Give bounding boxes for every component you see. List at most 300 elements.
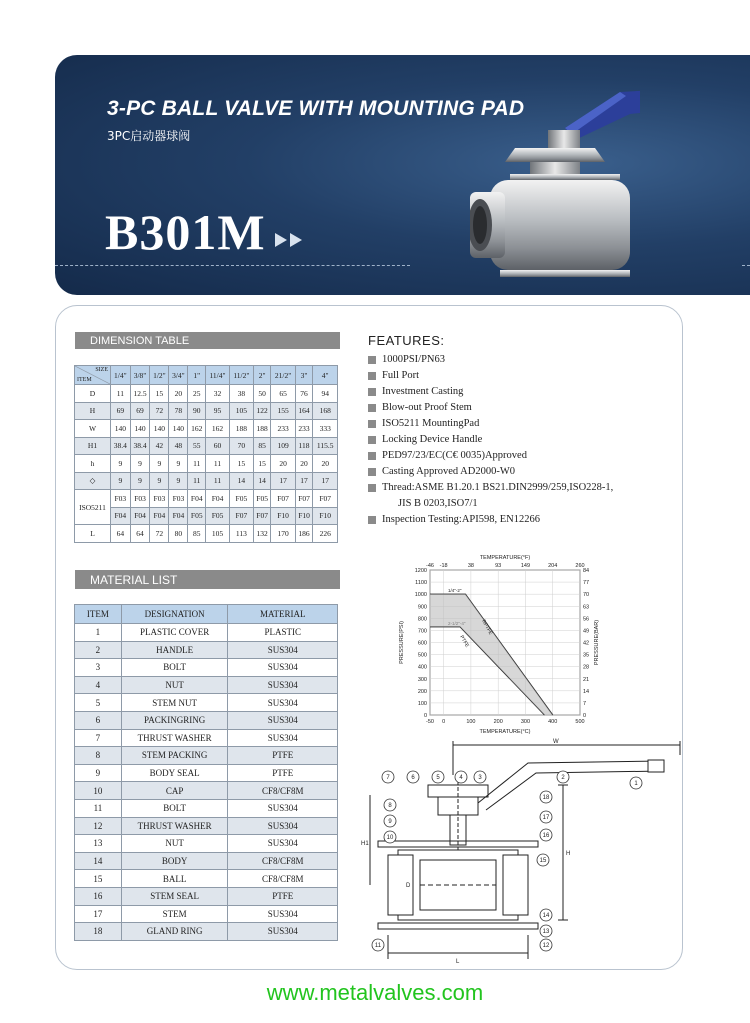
table-cell: 11 — [111, 385, 131, 403]
table-cell: HANDLE — [121, 641, 228, 659]
table-cell: 113 — [229, 525, 253, 543]
row-label: W — [75, 420, 111, 438]
corner-size-label: SIZE — [95, 367, 108, 373]
table-cell: 140 — [130, 420, 150, 438]
table-cell: BODY — [121, 852, 228, 870]
table-cell: F03 — [169, 490, 188, 508]
table-cell: 17 — [271, 472, 295, 490]
table-cell: SUS304 — [228, 799, 338, 817]
square-bullet-icon — [368, 516, 376, 524]
table-cell: 85 — [253, 437, 271, 455]
size-header: 3/4" — [169, 366, 188, 385]
table-cell: CF8/CF8M — [228, 852, 338, 870]
size-header: 2" — [253, 366, 271, 385]
table-cell: 109 — [271, 437, 295, 455]
callout-number: 8 — [388, 803, 392, 810]
table-cell: F10 — [295, 507, 313, 525]
table-cell: 72 — [150, 402, 169, 420]
square-bullet-icon — [368, 484, 376, 492]
table-row — [75, 437, 338, 455]
product-title-cn: 3PC启动器球阀 — [107, 129, 191, 143]
y2-tick-label: 63 — [583, 604, 590, 611]
table-cell: 72 — [150, 525, 169, 543]
table-cell: 9 — [169, 472, 188, 490]
table-cell: F03 — [150, 490, 169, 508]
table-cell: CF8/CF8M — [228, 782, 338, 800]
y2-tick-label: 84 — [583, 568, 590, 574]
table-cell: STEM PACKING — [121, 747, 228, 765]
table-row — [75, 490, 338, 508]
y-tick-label: 500 — [417, 652, 427, 659]
table-cell: F03 — [111, 490, 131, 508]
curve-label: RPTFE — [480, 618, 494, 636]
table-row — [75, 385, 338, 403]
table-cell: 9 — [130, 472, 150, 490]
table-cell: 155 — [271, 402, 295, 420]
table-row — [75, 641, 338, 659]
table-cell: 38 — [229, 385, 253, 403]
callout-number: 17 — [542, 815, 550, 822]
y2-tick-label: 70 — [583, 592, 590, 599]
table-cell: 95 — [206, 402, 230, 420]
feature-item: Locking Device Handle — [368, 432, 668, 448]
table-cell: 2 — [75, 641, 122, 659]
table-cell: F05 — [206, 507, 230, 525]
feature-item-continuation: JIS B 0203,ISO7/1 — [398, 498, 478, 509]
table-cell: 90 — [188, 402, 206, 420]
material-list-heading: MATERIAL LIST — [75, 570, 340, 589]
square-bullet-icon — [368, 468, 376, 476]
website-url[interactable]: www.metalvalves.com — [266, 980, 484, 1005]
feature-item: ISO5211 MountingPad — [368, 416, 668, 432]
y-tick-label: 600 — [417, 640, 427, 647]
size-header: 1/4" — [111, 366, 131, 385]
table-cell: 4 — [75, 676, 122, 694]
table-cell: 9 — [111, 455, 131, 473]
table-cell: 164 — [295, 402, 313, 420]
table-row — [75, 711, 338, 729]
product-title: 3-PC BALL VALVE WITH MOUNTING PAD — [107, 97, 525, 120]
table-row — [75, 887, 338, 905]
table-cell: SUS304 — [228, 711, 338, 729]
table-cell: 32 — [206, 385, 230, 403]
table-cell: 85 — [188, 525, 206, 543]
table-cell: 7 — [75, 729, 122, 747]
table-cell: 38.4 — [130, 437, 150, 455]
table-cell: 15 — [150, 385, 169, 403]
corner-item-label: ITEM — [77, 377, 92, 383]
table-cell: 17 — [295, 472, 313, 490]
divider-dotted-right — [742, 265, 750, 266]
feature-item: Casting Approved AD2000-W0 — [368, 464, 668, 480]
table-cell: 15 — [75, 870, 122, 888]
table-cell: 20 — [271, 455, 295, 473]
table-cell: 94 — [313, 385, 338, 403]
table-cell: 140 — [111, 420, 131, 438]
table-cell: STEM — [121, 905, 228, 923]
x-axis-label: TEMPERATURE(°C) — [479, 729, 531, 735]
table-cell: 20 — [313, 455, 338, 473]
x2-tick-label: -46 — [426, 563, 434, 569]
y-tick-label: 400 — [417, 664, 427, 671]
table-cell: 15 — [229, 455, 253, 473]
table-cell: 16 — [75, 887, 122, 905]
table-cell: 162 — [188, 420, 206, 438]
table-row — [75, 729, 338, 747]
table-cell: 3 — [75, 659, 122, 677]
square-bullet-icon — [368, 388, 376, 396]
table-cell: 5 — [75, 694, 122, 712]
table-cell: 20 — [169, 385, 188, 403]
dim-label-h: H — [566, 851, 571, 857]
callout-number: 12 — [542, 943, 550, 950]
table-cell: 188 — [229, 420, 253, 438]
table-cell: GLAND RING — [121, 923, 228, 941]
table-cell: 14 — [253, 472, 271, 490]
table-row — [75, 923, 338, 941]
table-cell: STEM SEAL — [121, 887, 228, 905]
table-cell: 115.5 — [313, 437, 338, 455]
callout-number: 9 — [388, 819, 392, 826]
table-row — [75, 835, 338, 853]
size-header: 1/2" — [150, 366, 169, 385]
size-header: 3/8" — [130, 366, 150, 385]
table-cell: 11 — [206, 455, 230, 473]
x2-tick-label: 93 — [495, 563, 502, 569]
size-header: 4" — [313, 366, 338, 385]
table-cell: F07 — [313, 490, 338, 508]
table-cell: NUT — [121, 676, 228, 694]
table-cell: F04 — [188, 490, 206, 508]
table-cell: 38.4 — [111, 437, 131, 455]
y2-tick-label: 0 — [583, 713, 587, 719]
table-cell: 9 — [169, 455, 188, 473]
table-cell: SUS304 — [228, 835, 338, 853]
table-cell: 9 — [75, 764, 122, 782]
table-cell: SUS304 — [228, 729, 338, 747]
table-cell: STEM NUT — [121, 694, 228, 712]
y-tick-label: 700 — [417, 628, 427, 635]
table-cell: 6 — [75, 711, 122, 729]
y-tick-label: 100 — [417, 700, 427, 707]
table-cell: 105 — [229, 402, 253, 420]
table-cell: 76 — [295, 385, 313, 403]
table-cell: F04 — [169, 507, 188, 525]
table-row — [75, 507, 338, 525]
x2-tick-label: 38 — [467, 563, 474, 569]
table-cell: SUS304 — [228, 676, 338, 694]
features-section — [368, 333, 668, 528]
dimension-table-heading: DIMENSION TABLE — [75, 332, 340, 349]
table-cell: 8 — [75, 747, 122, 765]
row-label: D — [75, 385, 111, 403]
table-cell: 14 — [229, 472, 253, 490]
dim-label-d: D — [406, 883, 411, 889]
table-row — [75, 525, 338, 543]
table-cell: F05 — [188, 507, 206, 525]
table-row — [75, 659, 338, 677]
curve-label: PTFE — [458, 634, 470, 649]
table-cell: THRUST WASHER — [121, 817, 228, 835]
y2-tick-label: 56 — [583, 616, 590, 623]
table-cell: 14 — [75, 852, 122, 870]
table-cell: PLASTIC — [228, 624, 338, 642]
table-corner-cell — [75, 366, 111, 385]
feature-item: Blow-out Proof Stem — [368, 400, 668, 416]
table-cell: 11 — [188, 455, 206, 473]
table-cell: 233 — [295, 420, 313, 438]
table-cell: 188 — [253, 420, 271, 438]
x2-tick-label: 260 — [575, 563, 585, 569]
table-cell: 226 — [313, 525, 338, 543]
table-cell: THRUST WASHER — [121, 729, 228, 747]
table-cell: F10 — [313, 507, 338, 525]
table-cell: PTFE — [228, 887, 338, 905]
table-cell: BODY SEAL — [121, 764, 228, 782]
table-cell: 9 — [111, 472, 131, 490]
table-cell: NUT — [121, 835, 228, 853]
square-bullet-icon — [368, 404, 376, 412]
callout-number: 4 — [459, 775, 463, 782]
table-cell: SUS304 — [228, 817, 338, 835]
callout-number: 10 — [386, 835, 394, 842]
table-cell: 25 — [188, 385, 206, 403]
y2-tick-label: 35 — [583, 652, 590, 659]
square-bullet-icon — [368, 452, 376, 460]
y2-tick-label: 7 — [583, 700, 587, 707]
row-label: h — [75, 455, 111, 473]
table-row — [75, 905, 338, 923]
callout-number: 7 — [386, 775, 390, 782]
table-cell: PTFE — [228, 747, 338, 765]
table-cell: F05 — [229, 490, 253, 508]
table-cell: 18 — [75, 923, 122, 941]
callout-number: 13 — [542, 929, 550, 936]
size-header: 1" — [188, 366, 206, 385]
x-tick-label: 300 — [520, 719, 531, 725]
table-cell: 11 — [188, 472, 206, 490]
callout-number: 6 — [411, 775, 415, 782]
y2-tick-label: 49 — [583, 628, 590, 635]
table-cell: SUS304 — [228, 905, 338, 923]
table-cell: 64 — [111, 525, 131, 543]
table-cell: F07 — [295, 490, 313, 508]
dimension-table — [74, 365, 338, 543]
table-cell: 17 — [313, 472, 338, 490]
x2-tick-label: 204 — [548, 563, 558, 569]
size-header: 11/2" — [229, 366, 253, 385]
x2-axis-label: TEMPERATURE(°F) — [479, 555, 531, 561]
col-header-designation: DESIGNATION — [121, 605, 228, 624]
square-bullet-icon — [368, 372, 376, 380]
table-cell: PLASTIC COVER — [121, 624, 228, 642]
size-header: 3" — [295, 366, 313, 385]
table-row — [75, 817, 338, 835]
table-cell: F07 — [253, 507, 271, 525]
x-tick-label: 400 — [548, 719, 558, 725]
valve-section-drawing — [358, 735, 683, 965]
callout-number: 18 — [542, 795, 550, 802]
table-cell: 9 — [150, 455, 169, 473]
x-tick-label: 0 — [442, 719, 446, 725]
table-cell: F05 — [253, 490, 271, 508]
table-cell: BALL — [121, 870, 228, 888]
table-cell: 132 — [253, 525, 271, 543]
table-row — [75, 402, 338, 420]
table-row — [75, 420, 338, 438]
callout-number: 1 — [634, 781, 638, 788]
table-cell: 50 — [253, 385, 271, 403]
pressure-temperature-chart — [395, 545, 605, 740]
feature-item: PED97/23/EC(C€ 0035)Approved — [368, 448, 668, 464]
feature-item: Thread:ASME B1.20.1 BS21.DIN2999/259,ISO228-1, — [368, 480, 668, 496]
table-cell: 9 — [150, 472, 169, 490]
y2-tick-label: 42 — [583, 640, 590, 647]
callout-number: 5 — [436, 775, 440, 782]
double-arrow-icon — [275, 230, 325, 250]
valve-product-image — [470, 70, 640, 290]
table-cell: 140 — [169, 420, 188, 438]
y-tick-label: 300 — [417, 676, 427, 683]
table-cell: SUS304 — [228, 694, 338, 712]
table-cell: 60 — [206, 437, 230, 455]
y-tick-label: 0 — [423, 713, 427, 719]
callout-number: 16 — [542, 833, 550, 840]
table-cell: F04 — [150, 507, 169, 525]
table-row — [75, 472, 338, 490]
row-label: H — [75, 402, 111, 420]
table-cell: 168 — [313, 402, 338, 420]
series-label: 1/4"-2" — [448, 588, 462, 594]
model-number: B301M — [105, 204, 266, 260]
table-cell: 70 — [229, 437, 253, 455]
y2-axis-label: PRESSURE(BAR) — [594, 619, 600, 666]
y2-tick-label: 77 — [583, 580, 590, 587]
x2-tick-label: -18 — [439, 563, 448, 569]
table-row — [75, 782, 338, 800]
table-cell: 9 — [130, 455, 150, 473]
divider-dotted — [55, 265, 410, 266]
feature-item: 1000PSI/PN63 — [368, 352, 668, 368]
square-bullet-icon — [368, 356, 376, 364]
table-cell: SUS304 — [228, 923, 338, 941]
col-header-material: MATERIAL — [228, 605, 338, 624]
table-row — [75, 799, 338, 817]
x-tick-label: 100 — [466, 719, 476, 725]
table-cell: 170 — [271, 525, 295, 543]
table-cell: PACKINGRING — [121, 711, 228, 729]
table-cell: PTFE — [228, 764, 338, 782]
table-cell: 162 — [206, 420, 230, 438]
table-row — [75, 694, 338, 712]
x-tick-label: 200 — [493, 719, 503, 725]
table-cell: F10 — [271, 507, 295, 525]
y-axis-label: PRESSURE(PSI) — [399, 621, 405, 664]
y2-tick-label: 28 — [583, 664, 590, 671]
table-cell: 186 — [295, 525, 313, 543]
callout-number: 11 — [374, 943, 382, 950]
row-label: H1 — [75, 437, 111, 455]
table-cell: 13 — [75, 835, 122, 853]
table-cell: 20 — [295, 455, 313, 473]
size-header: 11/4" — [206, 366, 230, 385]
table-cell: 105 — [206, 525, 230, 543]
table-row — [75, 747, 338, 765]
table-row — [75, 624, 338, 642]
feature-item: Full Port — [368, 368, 668, 384]
table-cell: F07 — [271, 490, 295, 508]
table-cell: 17 — [75, 905, 122, 923]
table-cell: 233 — [271, 420, 295, 438]
x2-tick-label: 149 — [520, 563, 531, 569]
table-cell: 118 — [295, 437, 313, 455]
table-cell: 78 — [169, 402, 188, 420]
square-bullet-icon — [368, 436, 376, 444]
callout-number: 3 — [478, 775, 482, 782]
table-cell: SUS304 — [228, 659, 338, 677]
header-banner — [55, 55, 750, 295]
table-cell: 65 — [271, 385, 295, 403]
dim-label-w: W — [553, 739, 559, 745]
table-cell: BOLT — [121, 799, 228, 817]
square-bullet-icon — [368, 420, 376, 428]
features-list — [368, 352, 668, 528]
table-cell: CAP — [121, 782, 228, 800]
size-header: 21/2" — [271, 366, 295, 385]
table-cell: 42 — [150, 437, 169, 455]
table-cell: 15 — [253, 455, 271, 473]
y2-tick-label: 21 — [583, 676, 590, 683]
table-cell: F04 — [206, 490, 230, 508]
feature-item: Investment Casting — [368, 384, 668, 400]
table-cell: 140 — [150, 420, 169, 438]
table-cell: BOLT — [121, 659, 228, 677]
table-row — [75, 676, 338, 694]
table-cell: F04 — [130, 507, 150, 525]
x-tick-label: 500 — [575, 719, 585, 725]
row-label: ISO5211 — [75, 490, 111, 525]
y-tick-label: 200 — [417, 688, 427, 695]
table-cell: F04 — [111, 507, 131, 525]
table-cell: SUS304 — [228, 641, 338, 659]
features-heading: FEATURES: — [368, 333, 445, 348]
y-tick-label: 800 — [417, 616, 427, 623]
table-cell: 69 — [130, 402, 150, 420]
table-row — [75, 852, 338, 870]
table-cell: 12.5 — [130, 385, 150, 403]
table-cell: 122 — [253, 402, 271, 420]
callout-number: 15 — [539, 858, 547, 865]
table-cell: 10 — [75, 782, 122, 800]
table-row — [75, 764, 338, 782]
y2-tick-label: 14 — [583, 688, 590, 695]
y-tick-label: 1200 — [414, 568, 427, 574]
table-cell: CF8/CF8M — [228, 870, 338, 888]
table-cell: 80 — [169, 525, 188, 543]
table-cell: 69 — [111, 402, 131, 420]
table-cell: F03 — [130, 490, 150, 508]
table-cell: F07 — [229, 507, 253, 525]
y-tick-label: 900 — [417, 604, 427, 611]
dim-label-h1: H1 — [361, 841, 369, 847]
table-cell: 55 — [188, 437, 206, 455]
table-cell: 64 — [130, 525, 150, 543]
callout-number: 14 — [542, 913, 550, 920]
callout-number: 2 — [561, 775, 565, 782]
y-tick-label: 1100 — [415, 580, 427, 587]
row-label: L — [75, 525, 111, 543]
table-cell: 11 — [206, 472, 230, 490]
